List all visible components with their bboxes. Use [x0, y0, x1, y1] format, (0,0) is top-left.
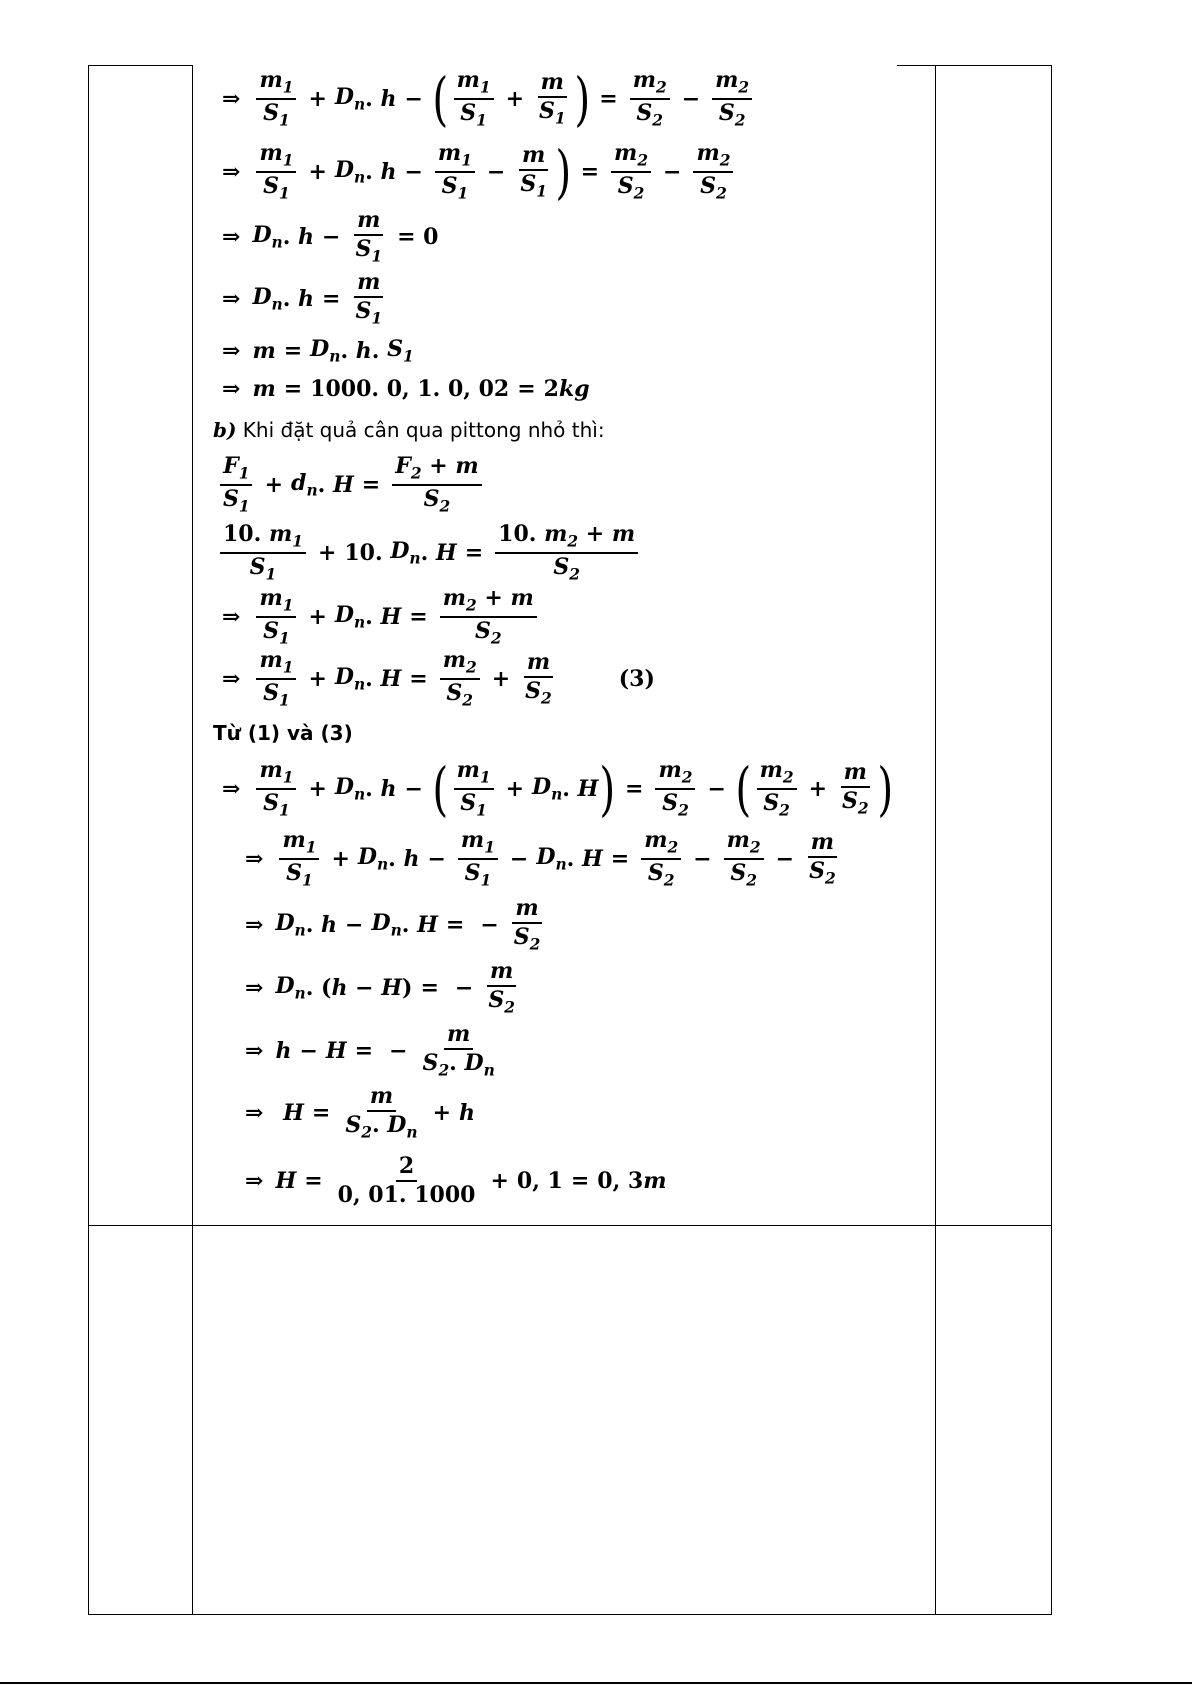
equation-line-10: ⇒ $\frac{m_1}{S_1}$ + $D_n$ . H = $\frac{m_2}{S_2}$ + $\frac{m}{S_2}$ (3) [222, 647, 655, 710]
equation-line-3: ⇒ $D_n$ . h − $\frac{m}{S_1}$ = 0 [222, 207, 439, 266]
equation-line-17: ⇒ H = $\frac{2}{0, 01. 1000}$ + 0, 1 = 0, 3 m [245, 1152, 667, 1208]
equation-line-11: ⇒ $\frac{m_1}{S_1}$ + $D_n$ . h − ( $\frac{m_1}{S_1}$ + $D_n$ . H ) = $\frac{m_2}{S_2}$ − ( $\frac{m_2}{S_2}$ + $\frac{m}{S_2}$ ) [222, 755, 893, 823]
equation-line-14: ⇒ $D_n$ . ( h − H ) = − $\frac{m}{S_2}$ [245, 958, 515, 1017]
part-b-heading: b) Khi đặt quả cân qua pittong nhỏ thì: [213, 418, 605, 442]
equation-line-7: $\frac{F_1}{S_1}$ + $d_n$ . H = $\frac{F_2 + m}{S_2}$ [216, 452, 486, 518]
table-border-1 [88, 65, 89, 1615]
equation-line-2: ⇒ $\frac{m_1}{S_1}$ + $D_n$ . h − $\frac{m_1}{S_1}$ − $\frac{m}{S_1}$ ) = $\frac{m_2}{S_2}$ − $\frac{m_2}{S_2}$ [222, 139, 737, 205]
equation-line-12: ⇒ $\frac{m_1}{S_1}$ + $D_n$ . h − $\frac{m_1}{S_1}$ − $D_n$ . H = $\frac{m_2}{S_2}$ − $\frac{m_2}{S_2}$ − $\frac{m}{S_2}$ [245, 827, 836, 890]
equation-line-1: ⇒ $\frac{m_1}{S_1}$ + $D_n$ . h − ( $\frac{m_1}{S_1}$ + $\frac{m}{S_1}$ ) = $\frac{m_2}{S_2}$ − $\frac{m_2}{S_2}$ [222, 66, 756, 132]
equation-line-16: ⇒ H = $\frac{m}{S_2. D_n}$ + h [245, 1083, 475, 1142]
equation-line-13: ⇒ $D_n$ . h − $D_n$ . H = − $\frac{m}{S_2}$ [245, 895, 541, 954]
table-top-border-left [88, 65, 193, 66]
equation-line-5: ⇒ m = $D_n$ . h . $S_1$ [222, 336, 414, 366]
equation-line-6: ⇒ m = 1000. 0, 1. 0, 02 = 2 kg [222, 376, 590, 402]
equation-line-15: ⇒ h − H = − $\frac{m}{S_2. D_n}$ [245, 1021, 495, 1080]
equation-line-8: $\frac{10. m_1}{S_1}$ + 10. $D_n$ . H = $\frac{10. m_2 + m}{S_2}$ [216, 520, 642, 586]
equation-line-9: ⇒ $\frac{m_1}{S_1}$ + $D_n$ . H = $\frac{m_2 + m}{S_2}$ [222, 584, 541, 650]
page-bottom-rule [0, 1682, 1192, 1684]
table-border-3 [935, 65, 936, 1615]
table-border-2 [192, 65, 193, 1615]
table-top-border-right [897, 65, 1052, 66]
equation-line-4: ⇒ $D_n$ . h = $\frac{m}{S_1}$ [222, 269, 383, 328]
table-border-4 [1051, 65, 1052, 1615]
table-bottom-border [88, 1614, 1052, 1615]
from-1-and-3-heading: Từ (1) và (3) [213, 721, 353, 745]
table-row-divider [88, 1225, 1052, 1226]
